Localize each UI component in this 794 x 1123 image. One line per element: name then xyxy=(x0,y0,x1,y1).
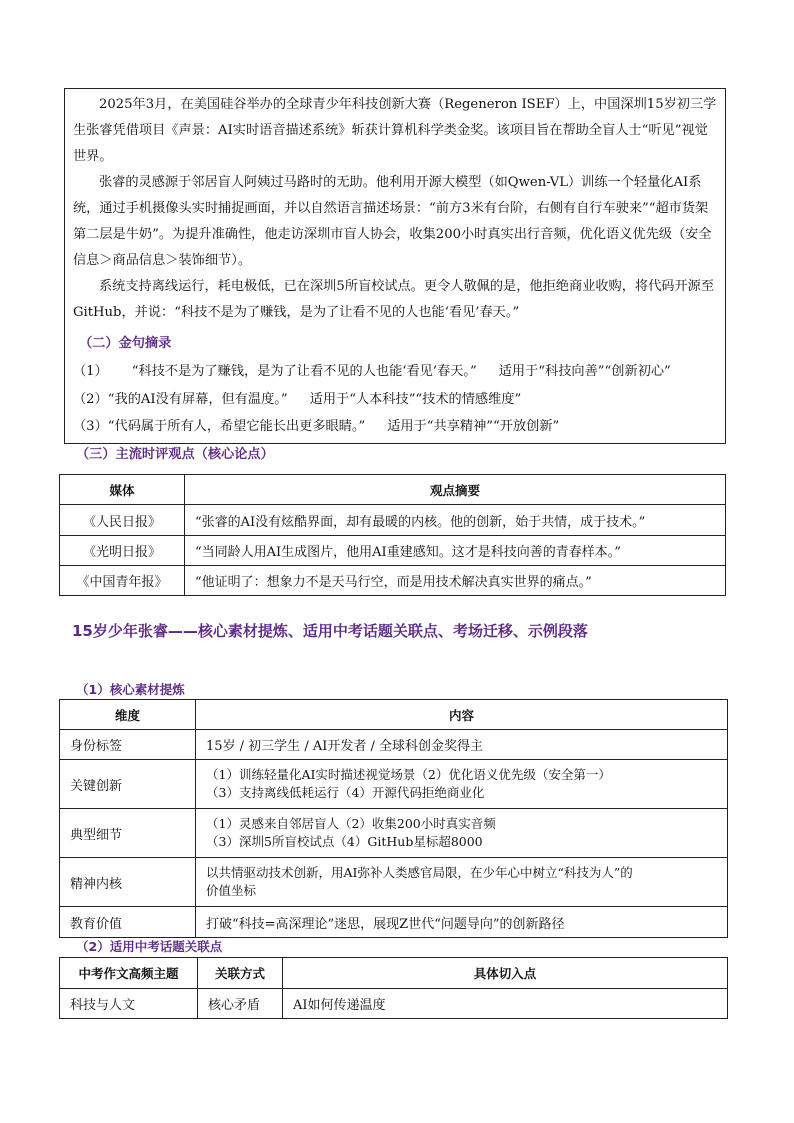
quote-text: “我的AI没有屏幕，但有温度。” xyxy=(107,392,288,407)
intro-paragraph-3: 系统支持离线运行，耗电极低，已在深圳5所盲校试点。更令人敬佩的是，他拒绝商业收购，将代码开源至GitHub，并说：“科技不是为了赚钱，是为了让看不见的人也能‘看见’春天。” xyxy=(73,279,715,320)
content-cell xyxy=(196,858,728,907)
reviews-table xyxy=(59,474,726,596)
table-row xyxy=(60,566,726,596)
column-header: 关联方式 xyxy=(198,958,283,989)
content-line: （3）深圳5所盲校试点（4）GitHub星标超8000 xyxy=(206,834,483,849)
dimension-cell: 教育价值 xyxy=(60,907,196,938)
quote-text: “科技不是为了赚钱，是为了让看不见的人也能‘看见’春天。” xyxy=(131,364,477,379)
content-cell xyxy=(196,760,728,809)
topics-heading: （2）适用中考话题关联点 xyxy=(76,939,223,954)
content-cell xyxy=(196,809,728,858)
reviews-heading: （三）主流时评观点（核心论点） xyxy=(76,447,274,462)
table-row xyxy=(60,536,726,566)
quote-number: （3） xyxy=(73,419,108,434)
table-header-row xyxy=(60,700,728,730)
quote-usage: 适用于“人本科技”“技术的情感维度” xyxy=(309,392,522,407)
quote-usage: 适用于“共享精神”“开放创新” xyxy=(387,419,560,434)
content-line: 价值坐标 xyxy=(206,883,257,898)
section-title: 15岁少年张睿——核心素材提炼、适用中考话题关联点、考场迁移、示例段落 xyxy=(72,622,588,640)
media-name: 《光明日报》 xyxy=(60,536,185,566)
topics-table xyxy=(59,957,728,1019)
table-row xyxy=(60,730,728,760)
content-line: 以共情驱动技术创新，用AI弥补人类感官局限，在少年心中树立“科技为人”的 xyxy=(206,865,633,880)
table-header-row xyxy=(60,958,728,989)
intro-paragraph-1: 2025年3月，在美国硅谷举办的全球青少年科技创新大赛（Regeneron ISEF）上，中国深圳15岁初三学生张睿凭借项目《声景：AI实时语音描述系统》斩获计算机科学类金奖。该项目旨在帮助全盲人士“听见”视觉世界。 xyxy=(73,97,717,164)
column-header: 媒体 xyxy=(60,475,185,505)
column-header: 具体切入点 xyxy=(283,958,728,989)
dimension-cell: 精神内核 xyxy=(60,858,196,907)
quote-item-2 xyxy=(73,390,521,410)
intro-paragraph-2: 张睿的灵感源于邻居盲人阿姨过马路时的无助。他利用开源大模型（如Qwen-VL）训练一个轻量化AI系统，通过手机摄像头实时捕捉画面，并以自然语言描述场景：“前方3米有台阶，右侧有自行车驶来”“超市货架第二层是牛奶”。为提升准确性，他走访深圳市盲人协会，收集200小时真实出行音频，优化语义优先级（安全信息＞商品信息＞装饰细节）。 xyxy=(73,175,712,268)
intro-paragraphs xyxy=(73,92,721,326)
dimension-cell: 身份标签 xyxy=(60,730,196,760)
quotes-heading: （二）金句摘录 xyxy=(79,336,172,351)
quote-number: （2） xyxy=(73,392,108,407)
media-name: 《人民日报》 xyxy=(60,505,185,536)
quote-text: “代码属于所有人，希望它能长出更多眼睛。” xyxy=(107,419,366,434)
review-summary: “当同龄人用AI生成图片，他用AI重建感知。这才是科技向善的青春样本。” xyxy=(185,536,726,566)
core-heading: （1）核心素材提炼 xyxy=(76,682,185,697)
content-line: （1）灵感来自邻居盲人（2）收集200小时真实音频 xyxy=(206,816,496,831)
review-summary: “张睿的AI没有炫酷界面，却有最暖的内核。他的创新，始于共情，成于技术。” xyxy=(185,505,726,536)
content-line: （1）训练轻量化AI实时描述视觉场景（2）优化语义优先级（安全第一） xyxy=(206,767,611,782)
column-header: 维度 xyxy=(60,700,196,730)
table-row xyxy=(60,505,726,536)
column-header: 观点摘要 xyxy=(185,475,726,505)
content-line: （3）支持离线低耗运行（4）开源代码拒绝商业化 xyxy=(206,785,485,800)
entry-point-cell: AI如何传递温度 xyxy=(283,989,728,1019)
dimension-cell: 关键创新 xyxy=(60,760,196,809)
column-header: 中考作文高频主题 xyxy=(60,958,198,989)
table-row xyxy=(60,989,728,1019)
quote-item-3 xyxy=(73,417,559,437)
intro-box xyxy=(64,88,726,444)
quote-number: （1） xyxy=(73,364,108,379)
table-row xyxy=(60,809,728,858)
content-cell: 15岁 / 初三学生 / AI开发者 / 全球科创金奖得主 xyxy=(196,730,728,760)
quote-item-1 xyxy=(73,362,671,382)
review-summary: “他证明了：想象力不是天马行空，而是用技术解决真实世界的痛点。” xyxy=(185,566,726,596)
table-header-row xyxy=(60,475,726,505)
table-row xyxy=(60,907,728,938)
column-header: 内容 xyxy=(196,700,728,730)
media-name: 《中国青年报》 xyxy=(60,566,185,596)
dimension-cell: 典型细节 xyxy=(60,809,196,858)
relation-cell: 核心矛盾 xyxy=(198,989,283,1019)
core-material-table xyxy=(59,699,728,938)
table-row xyxy=(60,858,728,907)
content-cell: 打破“科技=高深理论”迷思，展现Z世代“问题导向”的创新路径 xyxy=(196,907,728,938)
topic-cell: 科技与人文 xyxy=(60,989,198,1019)
table-row xyxy=(60,760,728,809)
quote-usage: 适用于“科技向善”“创新初心” xyxy=(498,364,671,379)
